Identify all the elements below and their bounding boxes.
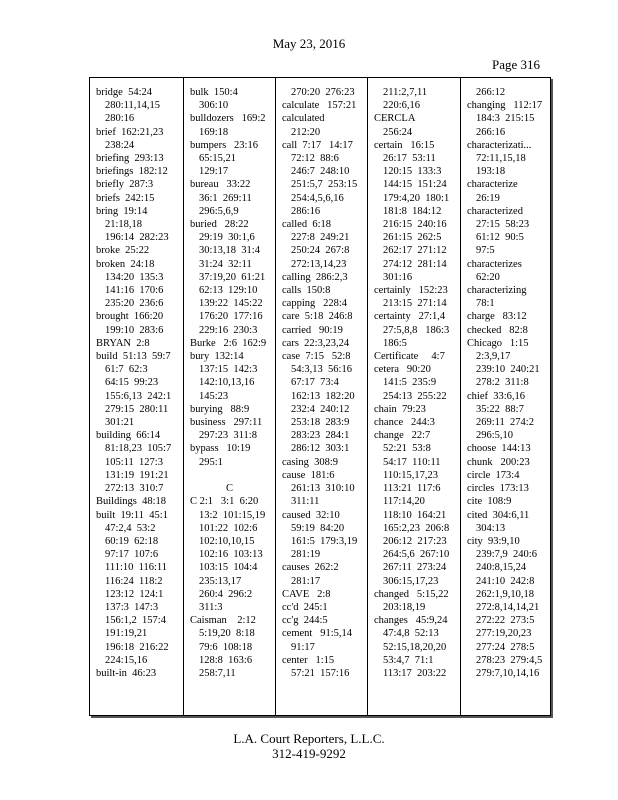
index-entry: certainty 27:1,4 [374, 311, 446, 323]
index-entry: chain 79:23 [374, 403, 426, 415]
index-entry: cited 304:6,11 [467, 509, 530, 521]
index-entry: brought 166:20 [96, 311, 164, 323]
index-entry-continuation: 134:20 135:3 [105, 271, 164, 283]
index-entry: cars 22:3,23,24 [282, 337, 350, 349]
index-entry-continuation: 227:8 249:21 [291, 232, 350, 244]
index-entry-continuation: 266:12 [476, 87, 506, 98]
index-entry-continuation: 57:21 157:16 [291, 667, 350, 679]
index-entry-continuation: 47:2,4 53:2 [105, 522, 156, 534]
index-entry-continuation: 139:22 145:22 [199, 298, 263, 310]
index-entry: chance 244:3 [374, 417, 435, 429]
index-entry-continuation: 59:19 84:20 [291, 522, 345, 534]
index-entry-continuation: 260:4 296:2 [199, 588, 253, 600]
index-entry-continuation: 274:12 281:14 [383, 258, 447, 270]
index-entry-continuation: 111:10 116:11 [105, 562, 168, 574]
index-entry-continuation: 295:1 [199, 456, 223, 468]
index-entry-continuation: 65:15,21 [199, 153, 237, 165]
index-entry: cc'd 245:1 [282, 601, 328, 613]
index-entry-continuation: 137:3 147:3 [105, 601, 159, 613]
index-entry: burying 88:9 [190, 403, 250, 415]
index-entry: calculated [282, 113, 325, 125]
index-entry: Buildings 48:18 [96, 496, 167, 508]
index-entry-continuation: 79:6 108:18 [199, 641, 253, 653]
index-entry-continuation: 101:22 102:6 [199, 522, 258, 534]
index-entry-continuation: 117:14,20 [383, 496, 425, 508]
index-entry [190, 469, 275, 482]
index-entry-continuation: 191:19,21 [105, 628, 148, 640]
index-entry-continuation: 13:2 101:15,19 [199, 509, 266, 521]
index-entry: calls 150:8 [282, 285, 331, 297]
index-entry-continuation: 232:4 240:12 [291, 403, 350, 415]
index-entry-continuation: 270:20 276:23 [291, 87, 355, 98]
index-entry: checked 82:8 [467, 324, 528, 336]
index-entry-continuation: 241:10 242:8 [476, 575, 535, 587]
index-entry: certain 16:15 [374, 139, 435, 151]
index-entry-continuation: 258:7,11 [199, 667, 236, 679]
index-entry: calculate 157:21 [282, 100, 357, 112]
index-entry-continuation: 60:19 62:18 [105, 535, 159, 547]
index-entry-continuation: 116:24 118:2 [105, 575, 163, 587]
index-entry: bypass 10:19 [190, 443, 251, 455]
index-entry: briefs 242:15 [96, 192, 155, 204]
footer-phone: 312-419-9292 [272, 746, 346, 761]
index-column-4 [367, 78, 460, 715]
index-entry: built 19:11 45:1 [96, 509, 168, 521]
index-entry: cause 181:6 [282, 469, 335, 481]
index-entry-continuation: 286:16 [291, 205, 321, 217]
index-entry: bridge 54:24 [96, 87, 152, 98]
index-entry: changes 45:9,24 [374, 615, 448, 627]
index-entry: cc'g 244:5 [282, 615, 328, 627]
index-entry-continuation: 29:19 30:1,6 [199, 232, 255, 244]
index-entry-continuation: 72:11,15,18 [476, 153, 526, 165]
index-entry-continuation: 142:10,13,16 [199, 377, 255, 389]
index-entry-continuation: 162:13 182:20 [291, 390, 355, 402]
index-entry-continuation: 301:21 [105, 417, 135, 429]
index-entry-continuation: 161:5 179:3,19 [291, 535, 358, 547]
index-entry-continuation: 229:16 230:3 [199, 324, 258, 336]
index-entry-continuation: 27:15 58:23 [476, 219, 530, 231]
index-entry-continuation: 272:13 310:7 [105, 483, 164, 495]
index-entry: casing 308:9 [282, 456, 338, 468]
index-entry: Burke 2:6 162:9 [190, 337, 267, 349]
index-entry-continuation: 278:2 311:8 [476, 377, 529, 389]
index-entry-continuation: 213:15 271:14 [383, 298, 447, 310]
index-entry-continuation: 239:10 240:21 [476, 364, 540, 376]
index-entry: cement 91:5,14 [282, 628, 352, 640]
index-entry: brief 162:21,23 [96, 126, 164, 138]
index-entry: built-in 46:23 [96, 667, 157, 679]
index-entry: center 1:15 [282, 654, 335, 666]
index-entry-continuation: 184:3 215:15 [476, 113, 535, 125]
index-entry-continuation: 224:15,16 [105, 654, 148, 666]
index-entry-continuation: 2:3,9,17 [476, 351, 511, 363]
index-entry: briefly 287:3 [96, 179, 154, 191]
index-entry-continuation: 306:15,17,23 [383, 575, 439, 587]
index-entry-continuation: 264:5,6 267:10 [383, 549, 450, 561]
index-entry-continuation: 64:15 99:23 [105, 377, 159, 389]
index-entry-continuation: 272:13,14,23 [291, 258, 347, 270]
index-entry-continuation: 179:4,20 180:1 [383, 192, 450, 204]
index-entry-continuation: 113:17 203:22 [383, 667, 447, 679]
index-entry-continuation: 269:11 274:2 [476, 417, 534, 429]
index-entry-continuation: 141:5 235:9 [383, 377, 437, 389]
index-entry: bulldozers 169:2 [190, 113, 266, 125]
index-entry-continuation: 240:8,15,24 [476, 562, 527, 574]
index-entry-continuation: 27:5,8,8 186:3 [383, 324, 450, 336]
index-entry-continuation: 254:13 255:22 [383, 390, 447, 402]
index-entry-continuation: 296:5,10 [476, 430, 514, 442]
index-entry-continuation: 280:16 [105, 113, 135, 125]
index-entry-continuation: 301:16 [383, 271, 413, 283]
index-entry-continuation: 54:3,13 56:16 [291, 364, 352, 376]
index-entry-continuation: 21:18,18 [105, 219, 143, 231]
index-entry: causes 262:2 [282, 562, 339, 574]
index-entry-continuation: 281:17 [291, 575, 321, 587]
index-entry: call 7:17 14:17 [282, 139, 353, 151]
index-entry-continuation: 279:15 280:11 [105, 403, 169, 415]
index-entry-continuation: 113:21 117:6 [383, 483, 441, 495]
index-entry: care 5:18 246:8 [282, 311, 353, 323]
page-number: Page 316 [491, 57, 540, 72]
index-entry-continuation: 129:17 [199, 166, 229, 178]
index-entry-continuation: 311:11 [291, 496, 320, 508]
index-entry: business 297:11 [190, 417, 263, 429]
index-entry: characterize [467, 179, 518, 191]
index-entry-continuation: 120:15 133:3 [383, 166, 442, 178]
index-entry-continuation: 26:19 [476, 192, 500, 204]
index-entry-continuation: 267:11 273:24 [383, 562, 447, 574]
index-entry-continuation: 286:12 303:1 [291, 443, 350, 455]
index-entry-continuation: 311:3 [199, 601, 223, 613]
index-entry-continuation: 246:7 248:10 [291, 166, 350, 178]
index-entry-continuation: 262:17 271:12 [383, 245, 447, 257]
index-entry: caused 32:10 [282, 509, 340, 521]
index-column-3 [275, 78, 367, 715]
index-entry: characterizes [467, 258, 522, 270]
index-entry: calling 286:2,3 [282, 271, 348, 283]
index-entry: CERCLA [374, 113, 416, 125]
index-entry-continuation: 52:21 53:8 [383, 443, 431, 455]
index-entry-continuation: 297:23 311:8 [199, 430, 257, 442]
index-entry-continuation: 54:17 110:11 [383, 456, 441, 468]
index-entry-continuation: 118:10 164:21 [383, 509, 447, 521]
index-entry-continuation: 193:18 [476, 166, 506, 178]
index-entry-continuation: 102:10,10,15 [199, 535, 255, 547]
index-entry-continuation: 165:2,23 206:8 [383, 522, 450, 534]
index-entry-continuation: 203:18,19 [383, 601, 426, 613]
index-entry-continuation: 283:23 284:1 [291, 430, 350, 442]
index-entry-continuation: 78:1 [476, 298, 495, 310]
index-entry-continuation: 196:14 282:23 [105, 232, 169, 244]
index-entry-continuation: 110:15,17,23 [383, 469, 439, 481]
index-entry-continuation: 176:20 177:16 [199, 311, 263, 323]
index-entry-continuation: 235:13,17 [199, 575, 242, 587]
index-entry: changed 5:15,22 [374, 588, 449, 600]
index-entry-continuation: 105:11 127:3 [105, 456, 163, 468]
index-entry: characterizati... [467, 139, 532, 151]
index-entry-continuation: 67:17 73:4 [291, 377, 339, 389]
index-entry: bulk 150:4 [190, 87, 238, 98]
index-entry-continuation: 37:19,20 61:21 [199, 271, 266, 283]
index-entry-continuation: 211:2,7,11 [383, 87, 428, 98]
index-entry-continuation: 306:10 [199, 100, 229, 112]
index-entry-continuation: 261:15 262:5 [383, 232, 442, 244]
index-entry-continuation: 123:12 124:1 [105, 588, 164, 600]
index-entry-continuation: 272:8,14,14,21 [476, 601, 540, 613]
index-entry: cetera 90:20 [374, 364, 431, 376]
index-entry: choose 144:13 [467, 443, 531, 455]
index-entry-continuation: 155:6,13 242:1 [105, 390, 172, 402]
index-entry: chunk 200:23 [467, 456, 530, 468]
index-entry-continuation: 272:22 273:5 [476, 615, 535, 627]
index-entry: capping 228:4 [282, 298, 348, 310]
index-entry-continuation: 251:5,7 253:15 [291, 179, 358, 191]
index-entry-continuation: 61:12 90:5 [476, 232, 524, 244]
index-entry-continuation: 266:16 [476, 126, 506, 138]
index-entry-continuation: 254:4,5,6,16 [291, 192, 344, 204]
index-entry-continuation: 131:19 191:21 [105, 469, 169, 481]
index-entry: bring 19:14 [96, 205, 148, 217]
index-entry: bury 132:14 [190, 351, 244, 363]
index-entry-continuation: 36:1 269:11 [199, 192, 252, 204]
index-entry: briefings 182:12 [96, 166, 168, 178]
index-entry-continuation: 35:22 88:7 [476, 403, 524, 415]
footer-company: L.A. Court Reporters, L.L.C. [233, 731, 385, 746]
index-entry: circle 173:4 [467, 469, 520, 481]
index-entry-continuation: 296:5,6,9 [199, 205, 239, 217]
index-entry: chief 33:6,16 [467, 390, 526, 402]
index-entry-continuation: 261:13 310:10 [291, 483, 355, 495]
index-entry-continuation: 52:15,18,20,20 [383, 641, 447, 653]
index-entry-continuation: 279:7,10,14,16 [476, 667, 540, 679]
index-entry-continuation: 262:1,9,10,18 [476, 588, 535, 600]
index-entry: BRYAN 2:8 [96, 337, 150, 349]
index-entry: circles 173:13 [467, 483, 529, 495]
index-entry-continuation: 181:8 184:12 [383, 205, 442, 217]
index-entry-continuation: 91:17 [291, 641, 315, 653]
index-entry: change 22:7 [374, 430, 431, 442]
index-entry: characterized [467, 205, 523, 217]
index-entry-continuation: 144:15 151:24 [383, 179, 447, 191]
index-entry-continuation: 278:23 279:4,5 [476, 654, 543, 666]
index-entry-continuation: 97:17 107:6 [105, 549, 159, 561]
index-column-2 [183, 78, 275, 715]
index-entry: characterizing [467, 285, 527, 297]
index-entry-continuation: 220:6,16 [383, 100, 421, 112]
index-entry: carried 90:19 [282, 324, 343, 336]
index-entry: called 6:18 [282, 219, 331, 231]
index-entry-continuation: 253:18 283:9 [291, 417, 350, 429]
index-entry: briefing 293:13 [96, 153, 164, 165]
index-entry: building 66:14 [96, 430, 161, 442]
index-entry-continuation: 169:18 [199, 126, 229, 138]
index-entry-continuation: 30:13,18 31:4 [199, 245, 260, 257]
index-entry-continuation: 53:4,7 71:1 [383, 654, 434, 666]
index-entry-continuation: 141:16 170:6 [105, 285, 164, 297]
index-entry: case 7:15 52:8 [282, 351, 351, 363]
index-column-5 [460, 78, 551, 715]
page-footer [0, 731, 618, 761]
index-entry-continuation: 61:7 62:3 [105, 364, 148, 376]
index-entry-continuation: 47:4,8 52:13 [383, 628, 439, 640]
index-entry: build 51:13 59:7 [96, 351, 171, 363]
index-entry-continuation: 239:7,9 240:6 [476, 549, 537, 561]
page-date: May 23, 2016 [272, 36, 346, 51]
index-entry: city 93:9,10 [467, 535, 520, 547]
index-entry-continuation: 212:20 [291, 126, 321, 138]
index-entry-continuation: 238:24 [105, 139, 135, 151]
index-entry: cite 108:9 [467, 496, 512, 508]
index-entry-continuation: 31:24 32:11 [199, 258, 252, 270]
index-entry-continuation: 196:18 216:22 [105, 641, 169, 653]
index-entry-continuation: 62:13 129:10 [199, 285, 258, 297]
index-entry-continuation: 277:19,20,23 [476, 628, 532, 640]
index-entry-continuation: 281:19 [291, 549, 321, 561]
index-column-1 [90, 78, 183, 715]
index-entry-continuation: 5:19,20 8:18 [199, 628, 255, 640]
index-entry-continuation: 137:15 142:3 [199, 364, 258, 376]
index-entry-continuation: 81:18,23 105:7 [105, 443, 172, 455]
index-entry-continuation: 97:5 [476, 245, 495, 257]
index-entry-continuation: 199:10 283:6 [105, 324, 164, 336]
index-entry-continuation: 62:20 [476, 271, 500, 283]
index-entry-continuation: 128:8 163:6 [199, 654, 253, 666]
index-entry: bumpers 23:16 [190, 139, 258, 151]
word-index-box [89, 77, 551, 716]
index-entry-continuation: 145:23 [199, 390, 229, 402]
index-entry: CAVE 2:8 [282, 588, 331, 600]
index-entry-continuation: 186:5 [383, 337, 407, 349]
index-entry-continuation: 102:16 103:13 [199, 549, 263, 561]
index-entry: buried 28:22 [190, 219, 249, 231]
index-entry: C 2:1 3:1 6:20 [190, 496, 259, 508]
index-entry: C [225, 483, 233, 495]
index-entry: changing 112:17 [467, 100, 543, 112]
index-entry: Chicago 1:15 [467, 337, 529, 349]
index-entry: broken 24:18 [96, 258, 155, 270]
index-entry: Certificate 4:7 [374, 351, 445, 363]
index-entry-continuation: 304:13 [476, 522, 506, 534]
index-entry-continuation: 250:24 267:8 [291, 245, 350, 257]
index-entry: charge 83:12 [467, 311, 527, 323]
index-entry: broke 25:22 [96, 245, 150, 257]
index-entry-continuation: 26:17 53:11 [383, 153, 436, 165]
index-entry-continuation: 103:15 104:4 [199, 562, 258, 574]
index-entry-continuation: 216:15 240:16 [383, 219, 447, 231]
index-entry-continuation: 280:11,14,15 [105, 100, 161, 112]
index-entry: bureau 33:22 [190, 179, 251, 191]
index-entry-continuation: 156:1,2 157:4 [105, 615, 166, 627]
index-entry-continuation: 206:12 217:23 [383, 535, 447, 547]
index-entry-continuation: 277:24 278:5 [476, 641, 535, 653]
index-entry-continuation: 72:12 88:6 [291, 153, 339, 165]
index-entry-continuation: 235:20 236:6 [105, 298, 164, 310]
index-entry: Caisman 2:12 [190, 615, 256, 627]
index-entry: certainly 152:23 [374, 285, 448, 297]
index-entry-continuation: 256:24 [383, 126, 413, 138]
